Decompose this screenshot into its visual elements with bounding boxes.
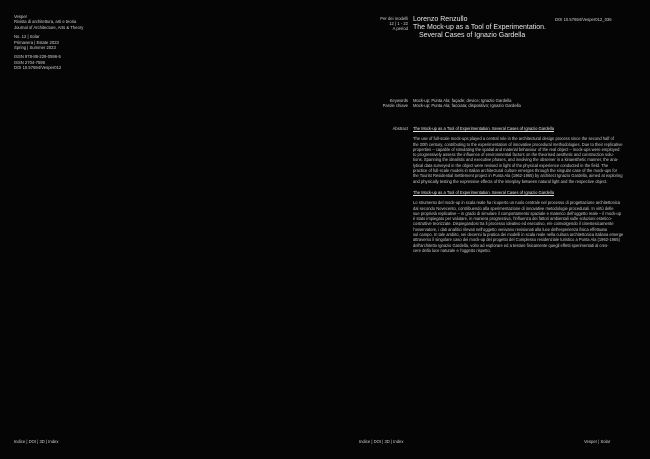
- abstract-en-line: the Tourist Residential Settlement project in Punta Ala (1962-1965) by architect Ignazio Gardella, aimed at exploring: [413, 173, 623, 179]
- identifiers-block: [14, 54, 83, 70]
- abstract-en-heading: The Mock-up as a Tool of Experimentation. Several Cases of Ignazio Gardella: [413, 126, 555, 131]
- publication-block: [14, 14, 83, 30]
- author-name: Lorenzo Renzullo: [413, 16, 468, 23]
- abstract-it-line: Lo strumento del mock-up in scala reale ha ricoperto un ruolo centrale nel processo di progettazione architettonica: [413, 200, 621, 206]
- keywords-label: [352, 98, 408, 108]
- abstract-it-line: sul campo. In tale ambito, nei decenni la pratica dei modelli in scala reale nella cultura architettonica italiana emerge: [413, 232, 624, 238]
- issue-season-it: Primavera | Estate 2023: [14, 39, 59, 45]
- keywords-label-en: Keywords: [389, 98, 408, 103]
- abstract-en-line: to progressively assess the influence of environmental factors on the theorised aesthetic and construction solu-: [413, 152, 614, 158]
- journal-name: Vesper: [14, 14, 28, 19]
- journal-subtitle-en: Journal of Architecture, Arts & Theory: [14, 24, 84, 30]
- info-label-1: Per dei modelli: [380, 16, 408, 21]
- abstract-it-line: attraverso il singolare caso dei mock-up del progetto del Complesso residenziale turistico a Punta Ala (1962-1965): [413, 237, 620, 243]
- abstract-en-line: and physically testing the expressive effects of the interplay between natural light and the respective object.: [413, 178, 608, 184]
- abstract-it-line: costruttive teorizzate. Dispiegandosi tra il processo ideativo ed esecutivo, e/e coinvolgendo il cinestesicamente: [413, 221, 614, 227]
- issue-block: [14, 34, 83, 50]
- info-label-2: 12 | 1 - 22: [389, 21, 408, 27]
- abstract-it-line: cere della luce naturale e l'oggetto rispetto.: [413, 247, 491, 253]
- article-title-line-1: The Mock-up as a Tool of Experimentation.: [413, 24, 546, 31]
- abstract-en-line: properties – capable of simulating the spatial and material behaviour of the real object – mock-ups were employed: [413, 146, 620, 152]
- footer-index-link-left[interactable]: Indice | DOI | 3D | Index: [14, 439, 59, 444]
- abstract-en-line: practice of full-scale models in Italian architectural culture emerges through the singular case of the mock-ups for: [413, 168, 618, 174]
- masthead: [14, 14, 83, 75]
- abstract-it-text: [413, 200, 635, 253]
- footer-index-link-right[interactable]: Indice | DOI | 3D | Index: [359, 439, 404, 444]
- article-doi-link[interactable]: DOI 10.57694/Vesper012_036: [555, 17, 612, 22]
- abstract-block: [413, 126, 635, 259]
- abstract-it-line: è stato impiegato per valutare, in maniera progressiva, l'influenza dei fattori ambientali sulle soluzioni estetico-: [413, 216, 612, 222]
- article-header: [413, 16, 546, 40]
- abstract-en-line: the 20th century, contributing to the experimentation of innovative procedural methodologies. Due to their replicative: [413, 141, 623, 147]
- keywords-en: Mock-up; Punta Ala; façade; device; Ignazio Gardella: [413, 98, 512, 103]
- abstract-it-line: dell'architetto Ignazio Gardella, volto ad esplorare ed a testare fisicamente quegli effetti sperimentati al cres-: [413, 242, 609, 248]
- keywords-block: [413, 98, 521, 108]
- issue-number: No. 12 | Solar: [14, 34, 40, 40]
- abstract-it-heading: The Mock-up as a Tool of Experimentation. Several Cases of Ignazio Gardella: [413, 189, 555, 195]
- abstract-en-text: [413, 136, 635, 184]
- abstract-en-line: The use of full-scale mock-ups played a central role in the architectural design process since the second half of: [413, 136, 614, 142]
- keywords-it: Mock-up; Punta Ala; facciata; dispositivo; Ignazio Gardella: [413, 103, 521, 109]
- issn: ISSN 2704-7598: [14, 59, 45, 65]
- abstract-label: Abstract: [392, 126, 408, 131]
- journal-subtitle-it: Rivista di architettura, arti e teoria: [14, 19, 77, 25]
- isbn: ISSN 978-88-229-0596-5: [14, 54, 61, 60]
- abstract-it-line: dal secondo Novecento, contribuendo alla sperimentazione di innovative metodologie procedurali. In virtù delle: [413, 205, 614, 211]
- issue-season-en: Spring | Summer 2023: [14, 45, 56, 51]
- keywords-label-it: Parole chiave: [382, 103, 408, 109]
- issue-doi: DOI 10.57694/Vesper012: [14, 65, 62, 71]
- abstract-it-line: sue proprietà replicative – in grado di simulare il comportamento spaziale e materico dell'oggetto reale – il mock-up: [413, 210, 622, 216]
- abstract-it-line: l'osservatore, i dati analitici rilevati nell'oggetto venivano revisionati alla luce dell'esperienza fisica effettuata: [413, 226, 607, 232]
- article-title-line-2: Several Cases of Ignazio Gardella: [419, 32, 526, 39]
- footer-journal-issue: Vesper | Solar: [584, 439, 611, 444]
- info-label-3: A period: [392, 26, 408, 32]
- abstract-en-line: lytical data surveyed in the object were revised in light of the physical experience conducted in the field. The: [413, 162, 609, 168]
- abstract-en-line: tions. Spanning the idealistic and executive phases, and involving the observer in a kinaesthetic manner, the ana-: [413, 157, 619, 163]
- article-info-label: [352, 16, 408, 32]
